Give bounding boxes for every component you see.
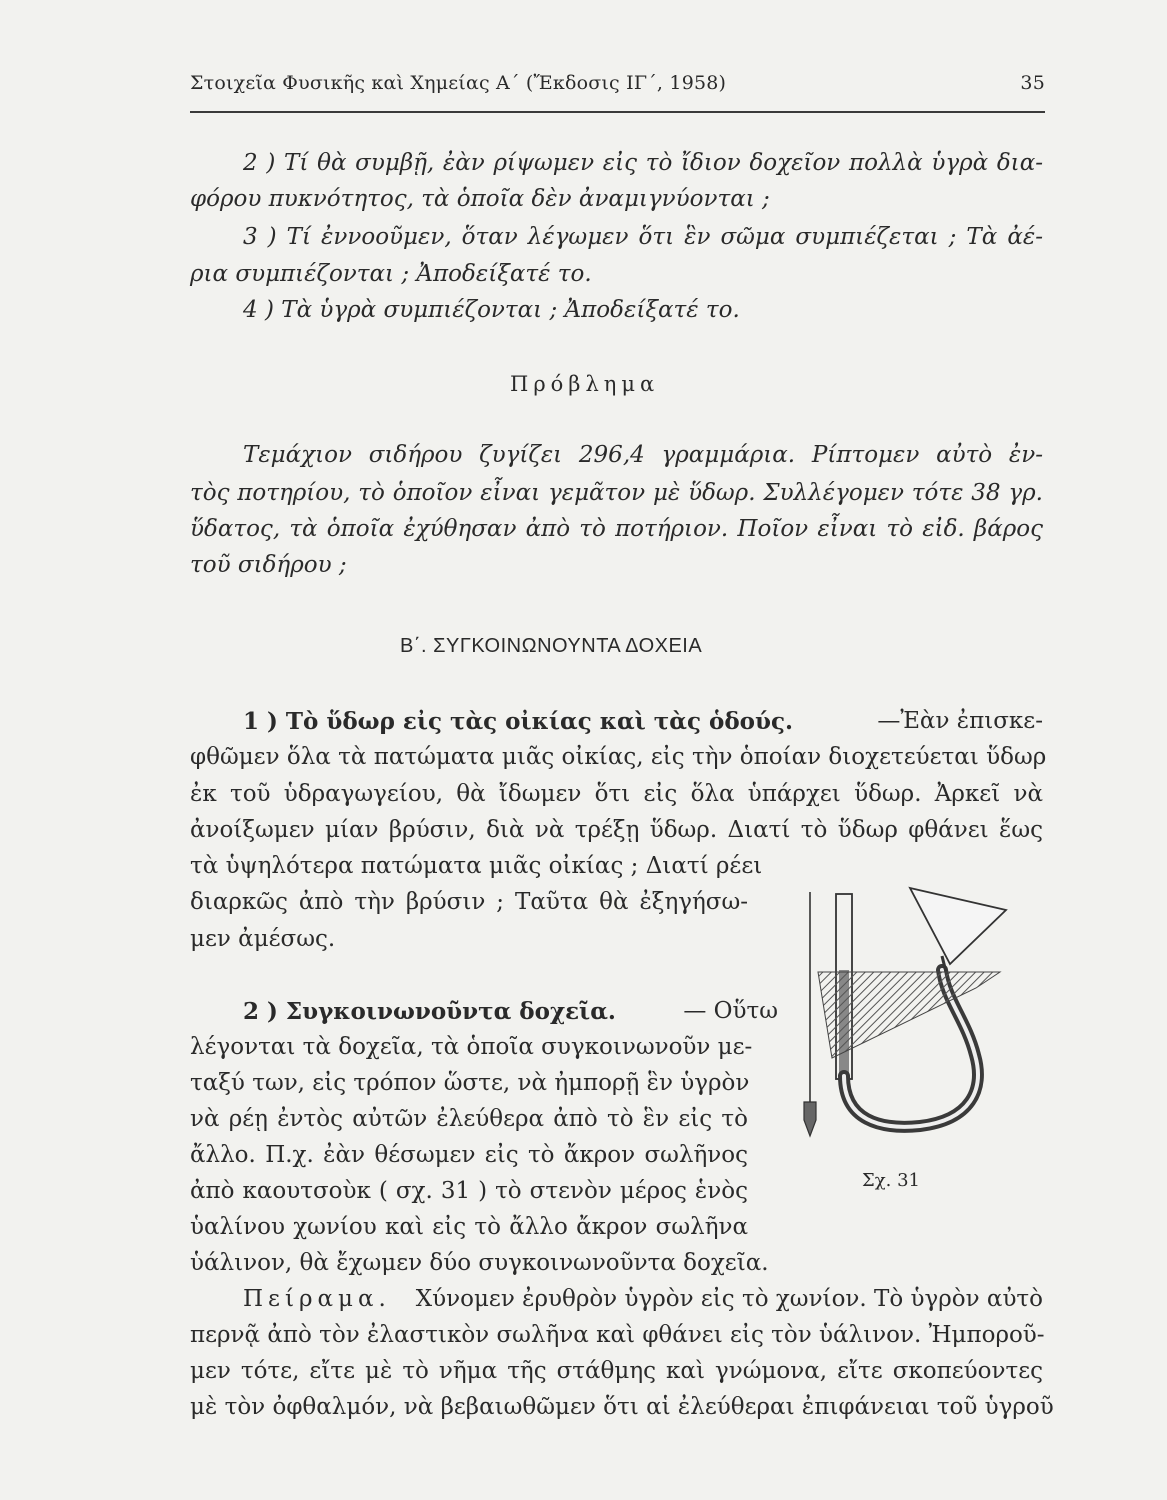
section-title: Β΄. ΣΥΓΚΟΙΝΩΝΟΥΝΤΑ ΔΟΧΕΙΑ bbox=[400, 635, 703, 657]
problem-line-3: ὕδατος, τὰ ὁποῖα ἐχύθησαν ἀπὸ τὸ ποτήριον. Ποῖον εἶναι τὸ εἰδ. βάρος bbox=[190, 516, 1043, 542]
para2-line-5: ἄλλο. Π.χ. ἐὰν θέσωμεν εἰς τὸ ἄκρον σωλῆνος bbox=[190, 1142, 748, 1168]
question-2-line-1: 2 ) Τί θὰ συμβῇ, ἐὰν ρίψωμεν εἰς τὸ ἴδιον δοχεῖον πολλὰ ὑγρὰ δια- bbox=[243, 150, 1043, 176]
experiment-line-3: μεν τότε, εἴτε μὲ τὸ νῆμα τῆς στάθμης καὶ γνώμονα, εἴτε σκοπεύοντες bbox=[190, 1358, 1043, 1384]
para2-line-3: ταξύ των, εἰς τρόπον ὥστε, νὰ ἠμπορῇ ἓν ὑγρὸν bbox=[190, 1070, 750, 1096]
para1-line-3: ἐκ τοῦ ὑδραγωγείου, θὰ ἴδωμεν ὅτι εἰς ὅλα ὑπάρχει ὕδωρ. Ἀρκεῖ νὰ bbox=[190, 781, 1043, 807]
question-4: 4 ) Τὰ ὑγρὰ συμπιέζονται ; Ἀποδείξατέ το. bbox=[243, 297, 740, 323]
question-2-line-2: φόρου πυκνότητος, τὰ ὁποῖα δὲν ἀναμιγνύονται ; bbox=[190, 186, 770, 212]
experiment-line-4: μὲ τὸν ὀφθαλμόν, νὰ βεβαιωθῶμεν ὅτι αἱ ἐλεύθεραι ἐπιφάνειαι τοῦ ὑγροῦ bbox=[190, 1394, 1054, 1420]
para2-heading: 2 ) Συγκοινωνοῦντα δοχεῖα. bbox=[243, 998, 616, 1025]
para1-line-6: διαρκῶς ἀπὸ τὴν βρύσιν ; Ταῦτα θὰ ἐξηγήσω- bbox=[190, 889, 748, 915]
question-3-line-2: ρια συμπιέζονται ; Ἀποδείξατέ το. bbox=[190, 261, 592, 287]
para1-line-1 bbox=[243, 708, 1043, 735]
para2-line-8: ὑάλινον, θὰ ἔχωμεν δύο συγκοινωνοῦντα δοχεῖα. bbox=[190, 1250, 769, 1276]
para1-line-7: μεν ἀμέσως. bbox=[190, 926, 336, 952]
experiment-line-1 bbox=[243, 1286, 1043, 1312]
problem-line-2: τὸς ποτηρίου, τὸ ὁποῖον εἶναι γεμᾶτον μὲ ὕδωρ. Συλλέγομεν τότε 38 γρ. bbox=[190, 480, 1043, 506]
para2-line-6: ἀπὸ καουτσοὺκ ( σχ. 31 ) τὸ στενὸν μέρος ἑνὸς bbox=[190, 1178, 748, 1204]
question-3-line-1: 3 ) Τί ἐννοοῦμεν, ὅταν λέγωμεν ὅτι ἓν σῶμα συμπιέζεται ; Τὰ ἀέ- bbox=[243, 224, 1043, 250]
header-title: Στοιχεῖα Φυσικῆς καὶ Χημείας Α΄ (Ἔκδοσις ΙΓ΄, 1958) bbox=[190, 72, 727, 94]
figure-caption: Σχ. 31 bbox=[862, 1170, 920, 1191]
experiment-label: Πείραμα. bbox=[243, 1286, 391, 1312]
experiment-line-2: περνᾷ ἀπὸ τὸν ἐλαστικὸν σωλῆνα καὶ φθάνει εἰς τὸν ὑάλινον. Ἠμποροῦ- bbox=[190, 1322, 1045, 1348]
para1-first-rest: —Ἐὰν ἐπισκε- bbox=[877, 708, 1043, 734]
para1-heading: 1 ) Τὸ ὕδωρ εἰς τὰς οἰκίας καὶ τὰς ὁδούς. bbox=[243, 708, 793, 735]
experiment-first-rest: Χύνομεν ἐρυθρὸν ὑγρὸν εἰς τὸ χωνίον. Τὸ ὑγρὸν αὐτὸ bbox=[415, 1286, 1043, 1312]
para2-line-7: ὑαλίνου χωνίου καὶ εἰς τὸ ἄλλο ἄκρον σωλῆνα bbox=[190, 1214, 748, 1240]
header-rule bbox=[190, 111, 1045, 113]
problem-line-1: Τεμάχιον σιδήρου ζυγίζει 296,4 γραμμάρια. Ρίπτομεν αὐτὸ ἐν- bbox=[243, 442, 1043, 468]
running-header bbox=[190, 72, 1045, 102]
problem-heading: Πρόβλημα bbox=[510, 372, 660, 396]
para2-line-4: νὰ ρέῃ ἐντὸς αὐτῶν ἐλεύθερα ἀπὸ τὸ ἓν εἰς τὸ bbox=[190, 1106, 748, 1132]
para1-line-2: φθῶμεν ὅλα τὰ πατώματα μιᾶς οἰκίας, εἰς τὴν ὁποίαν διοχετεύεται ὕδωρ bbox=[190, 744, 1047, 770]
para2-line-2: λέγονται τὰ δοχεῖα, τὰ ὁποῖα συγκοινωνοῦν με- bbox=[190, 1034, 753, 1060]
glass-funnel bbox=[910, 888, 1006, 964]
problem-line-4: τοῦ σιδήρου ; bbox=[190, 552, 347, 578]
page-number: 35 bbox=[1020, 72, 1045, 94]
figure-31-communicating-vessels bbox=[770, 880, 1020, 1150]
para2-first-rest: — Οὕτω bbox=[683, 998, 778, 1024]
para2-line-1 bbox=[243, 998, 778, 1025]
para1-line-5: τὰ ὑψηλότερα πατώματα μιᾶς οἰκίας ; Διατί ρέει bbox=[190, 853, 763, 879]
para1-line-4: ἀνοίξωμεν μίαν βρύσιν, διὰ νὰ τρέξῃ ὕδωρ. Διατί τὸ ὕδωρ φθάνει ἕως bbox=[190, 817, 1043, 843]
plumb-bob bbox=[804, 1102, 816, 1136]
